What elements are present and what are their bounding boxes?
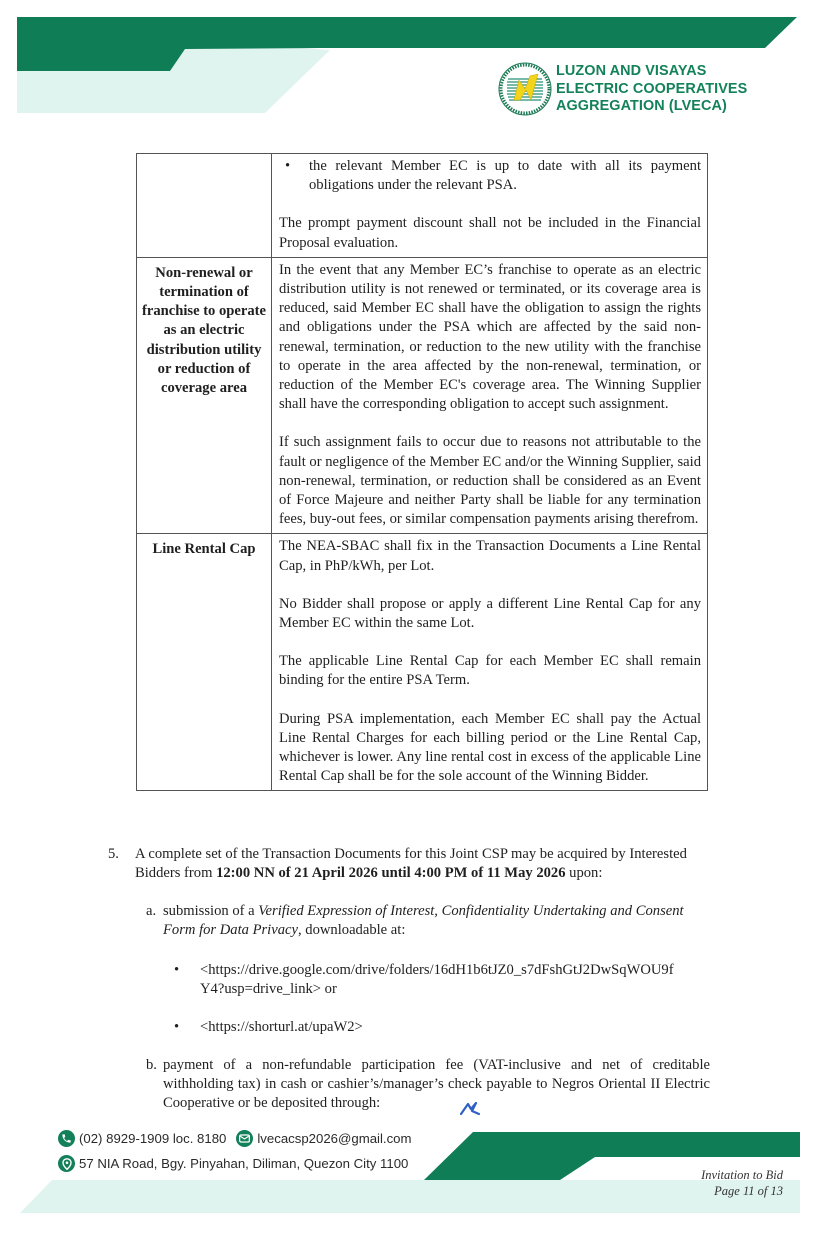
item-date-range: 12:00 NN of 21 April 2026 until 4:00 PM of 11 May 2026: [216, 865, 566, 882]
table-row: [137, 154, 708, 258]
download-link-item[interactable]: [174, 961, 714, 999]
table-row: [137, 257, 708, 534]
nea-logo: [498, 62, 552, 116]
document-title: Invitation to Bid: [701, 1168, 783, 1182]
phone-icon: [58, 1130, 75, 1147]
sub-item-a: [146, 902, 710, 940]
location-pin-icon: [58, 1155, 75, 1172]
item-text-post: upon:: [565, 865, 603, 882]
sub-item-label: a.: [146, 903, 157, 919]
term-cell: Non-renewal or termination of franchise to operate as an electric distribution utility or reduction of coverage area: [137, 257, 272, 534]
sub-item-label: b.: [146, 1057, 157, 1073]
description-cell: [272, 534, 708, 791]
terms-table: [136, 153, 708, 791]
download-link[interactable]: [200, 1018, 714, 1037]
sub-item-text: payment of a non-refundable participation fee (VAT-inclusive and net of creditable withholding tax) in cash or cashier’s/manager’s check payable to Negros Oriental II Electric Cooperative or be deposited through:: [163, 1057, 710, 1112]
page-footer-label: [701, 1167, 783, 1199]
description-cell: [272, 257, 708, 534]
table-row: [137, 534, 708, 791]
paragraph: The applicable Line Rental Cap for each Member EC shall remain binding for the entire PSA Term.: [279, 653, 701, 689]
phone-number: (02) 8929-1909 loc. 8180: [79, 1131, 227, 1146]
footer-banner: [0, 1100, 816, 1248]
page-number: Page 11 of 13: [714, 1184, 783, 1198]
paragraph: If such assignment fails to occur due to reasons not attributable to the fault or negligence of the Member EC and/or the Winning Supplier, said non-renewal, termination, or reduction shall be considered as an Event of Force Majeure and neither Party shall be liable for any termination fees, buy-out fees, or similar compensation payments arising therefrom.: [279, 434, 701, 528]
contact-phone: [58, 1130, 412, 1147]
form-title: Verified Expression of Interest, Confidentiality Undertaking and Consent Form for Data Privacy: [163, 903, 684, 939]
item-text-pre: A complete set of the Transaction Documents for this Joint CSP may be acquired by Interested Bidders from: [135, 846, 687, 882]
term-cell: [137, 154, 272, 258]
bullet-text: the relevant Member EC is up to date with all its payment obligations under the relevant PSA.: [309, 158, 701, 194]
contact-address: [58, 1155, 408, 1172]
bullet-item: [279, 157, 701, 195]
numbered-item-5: [108, 845, 710, 883]
address: 57 NIA Road, Bgy. Pinyahan, Diliman, Quezon City 1100: [79, 1156, 409, 1171]
mail-icon: [236, 1130, 253, 1147]
item-number: 5.: [108, 846, 119, 862]
paragraph: The prompt payment discount shall not be included in the Financial Proposal evaluation.: [279, 215, 701, 251]
sub-item-text: [163, 902, 710, 940]
org-name-line: ELECTRIC COOPERATIVES: [556, 80, 748, 97]
item-text: [135, 845, 710, 883]
footer-light-band: [20, 1180, 800, 1213]
bullet-icon: •: [174, 962, 180, 978]
sub-text-pre: submission of a: [163, 903, 259, 919]
term-cell: Line Rental Cap: [137, 534, 272, 791]
org-name: [556, 63, 747, 116]
email-address: lvecacsp2026@gmail.com: [257, 1131, 412, 1146]
paragraph: In the event that any Member EC’s franchise to operate as an electric distribution utility is not renewed or terminated, or its coverage area is reduced, said Member EC shall have the obligation to assign the rights and obligations under the PSA which are affected by the said non-renewal, termination, or reduction to the new utility with the franchise to operate in the area affected by the non-renewal, termination, or reduction of the Member EC's coverage area. The Winning Supplier shall have the corresponding obligation to accept such assignment.: [279, 261, 701, 413]
download-link[interactable]: [200, 961, 714, 999]
bullet-icon: •: [285, 158, 291, 174]
org-name-line: LUZON AND VISAYAS: [556, 63, 707, 79]
description-cell: [272, 154, 708, 258]
link-line[interactable]: Y4?usp=drive_link> or: [200, 981, 337, 998]
sub-text-post: , downloadable at:: [297, 922, 406, 939]
paragraph: No Bidder shall propose or apply a different Line Rental Cap for any Member EC within the same Lot.: [279, 595, 701, 632]
bullet-icon: •: [174, 1019, 180, 1035]
paragraph: During PSA implementation, each Member EC shall pay the Actual Line Rental Charges for each billing period or the Line Rental Cap, whichever is lower. Any line rental cost in excess of the applicable Line Rental Cap shall be for the sole account of the Winning Bidder.: [279, 710, 701, 785]
link-line[interactable]: <https://shorturl.at/upaW2>: [200, 1019, 363, 1035]
link-line[interactable]: <https://drive.google.com/drive/folders/16dH1b6tJZ0_s7dFshGtJ2DwSqWOU9f: [200, 962, 674, 978]
paragraph: The NEA-SBAC shall fix in the Transaction Documents a Line Rental Cap, in PhP/kWh, per Lot.: [279, 538, 701, 574]
download-link-item[interactable]: [174, 1018, 714, 1037]
org-name-line: AGGREGATION (LVECA): [556, 98, 727, 114]
